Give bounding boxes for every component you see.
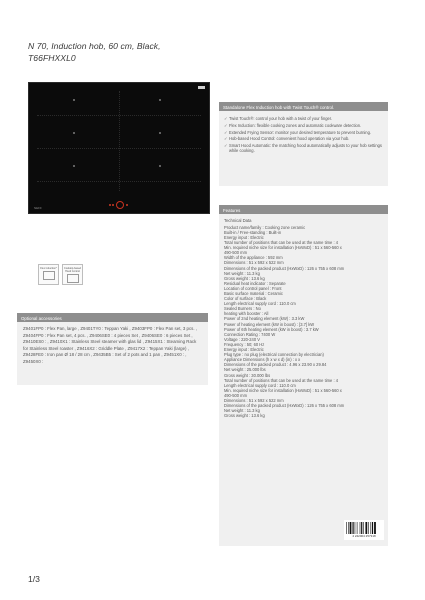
spec-line: Basic surface material : Ceramic xyxy=(224,291,283,297)
spec-line: Product name/family : Cooking zone ceramic xyxy=(224,224,306,230)
spec-line: Location of control panel : Front xyxy=(224,285,282,291)
spec-line: Connection Rating : 7400 W xyxy=(224,331,276,337)
specs-header: Features xyxy=(219,205,388,217)
list-item: ✓ Flex Induction: flexible cooking zones and automatic cookware detection. xyxy=(224,122,362,128)
features-list xyxy=(219,111,388,186)
list-item: ✓ Twist Touch®: control your hob with a twist of your finger. xyxy=(224,116,333,121)
accessories-header: Optional accessories xyxy=(17,313,208,325)
twist-control-icon xyxy=(109,201,129,210)
check-icon: ✓ xyxy=(224,116,228,121)
spec-line: Residual heat indicator : Separate xyxy=(224,280,286,286)
spec-line: Net weight : 11.3 kg xyxy=(224,408,260,414)
technical-data-panel xyxy=(219,214,388,546)
spec-line: Net weight : 25.000 lbs xyxy=(224,367,266,373)
accessories-panel xyxy=(17,322,208,385)
spec-line: Power of 2nd heating element (kW) : 3.3 kW xyxy=(224,316,305,322)
spec-line: Gross weight : 13.6 kg xyxy=(224,275,265,281)
check-icon: ✓ xyxy=(224,122,228,128)
hob-logo-icon xyxy=(198,86,205,89)
spec-line: Length electrical supply cord : 110.0 cm xyxy=(224,301,296,307)
hob-product-image xyxy=(28,82,210,214)
features-header: Standalone Flex Induction hob with Twist Touch® control. xyxy=(219,102,388,114)
spec-line: Min. required niche size for installation (HxWxD) : 51 x 560-560 x xyxy=(224,245,342,251)
spec-line: Net weight : 11.3 kg xyxy=(224,270,260,276)
spec-line: heating with booster : All xyxy=(224,311,269,317)
spec-line: 490-500 mm xyxy=(224,392,247,398)
check-icon: ✓ xyxy=(224,143,228,149)
badge-label: Flex Induction* xyxy=(40,267,57,270)
spec-line: Energy input : Electric xyxy=(224,347,264,353)
barcode-number: 4 242004 257318 xyxy=(352,534,376,538)
product-title-line-2: T66FHXXL0 xyxy=(28,53,76,63)
spec-line: Dimensions : 51 x 592 x 522 mm xyxy=(224,260,284,266)
spec-line: Total number of positions that can be used at the same time : 4 xyxy=(224,377,339,383)
product-title-line-1: N 70, Induction hob, 60 cm, Black, xyxy=(28,41,161,51)
technical-data-title: Technical Data xyxy=(224,218,252,223)
feature-badges xyxy=(38,264,83,285)
spec-line: Appliance Dimensions (h x w x d) (in) : x x xyxy=(224,357,301,363)
product-title xyxy=(28,40,161,64)
spec-line: Dimensions of the packed product (HxWxD) : 126 x 755 x 608 mm xyxy=(224,403,345,409)
spec-line: Color of surface : Black xyxy=(224,296,267,302)
spec-line: Gross weight : 30.000 lbs xyxy=(224,372,271,378)
spec-line: Energy input : Electric xyxy=(224,234,264,240)
list-item: ✓ Smart Hood Automatic: the matching hood automatically adjusts to your hob settings while cooking. xyxy=(224,143,382,154)
spec-line: 490-500 mm xyxy=(224,250,247,256)
spec-line: Built-in / Free-standing : Built-in xyxy=(224,229,282,235)
badge-label: Cooktop-based Hood Control xyxy=(64,267,81,273)
page-number: 1/3 xyxy=(28,574,40,584)
list-item: ✓ Extended Frying Sensor: monitor your desired temperature to prevent burning. xyxy=(224,129,371,135)
spec-line: Voltage : 220-240 V xyxy=(224,336,260,342)
spec-line: Length electrical supply cord : 110.0 cm xyxy=(224,382,296,388)
spec-line: Power of heating element (kW in boost) : [3.7] kW xyxy=(224,321,315,327)
check-icon: ✓ xyxy=(224,136,228,142)
spec-line: Total number of positions that can be used at the same time : 4 xyxy=(224,240,339,246)
spec-line: Dimensions : 51 x 592 x 522 mm xyxy=(224,397,284,403)
barcode xyxy=(344,520,384,540)
list-item: ✓ Hob-based Hood Control: convenient hood operation via your hob. xyxy=(224,136,350,142)
flex-induction-icon xyxy=(43,271,55,280)
check-icon: ✓ xyxy=(224,129,228,135)
spec-line: Plug type : no plug (electrical connection by electrician) xyxy=(224,352,324,358)
spec-line: Gross weight : 13.6 kg xyxy=(224,413,265,419)
technical-data-lines xyxy=(224,225,383,419)
spec-line: Width of the appliance : 592 mm xyxy=(224,255,283,261)
spec-line: Power of 6th heating element (kW in boost) : 3.7 kW xyxy=(224,326,319,332)
hob-brand: NEFF xyxy=(34,206,42,210)
spec-line: Min. required niche size for installation (HxWxD) : 51 x 560-560 x xyxy=(224,387,342,393)
spec-line: Sealed Burners : No xyxy=(224,306,261,312)
spec-line: Dimensions of the packed product : 4.96 x 23.90 x 29.84 xyxy=(224,362,327,368)
spec-line: Frequency : 50; 60 Hz xyxy=(224,341,265,347)
barcode-icon xyxy=(346,522,382,534)
flex-induction-badge xyxy=(38,264,59,285)
spec-line: Dimensions of the packed product (HxWxD) : 126 x 755 x 608 mm xyxy=(224,265,345,271)
hood-control-badge xyxy=(62,264,83,285)
hood-control-icon xyxy=(67,274,79,283)
accessories-text: Z9401FP0 : Flex Pan, large , Z9401TY0 : Teppan Yaki , Z9403FP0 : Flex Pan set, 3 pcs. , Z9404FP0 : Flex Pan set, 4 pcs. , Z9406SE0 : 4 pieces Set , Z9406SE0 : 6 pieces Set , Z9410ES0 : , Z9410X1 : Stainless Steel steamer with glas lid , Z9415X1 : Steaming Rack for Stainless Steel roaster , Z9416X2 : Griddle Plate , Z9417X2 : Teppan Yaki (large) , Z9428FE0 : Iron pan Ø 18 / 28 cm , Z9435B5 : Set of 2 pots and 1 pan , Z9451X0 : , Z9450X0 : xyxy=(23,326,198,364)
